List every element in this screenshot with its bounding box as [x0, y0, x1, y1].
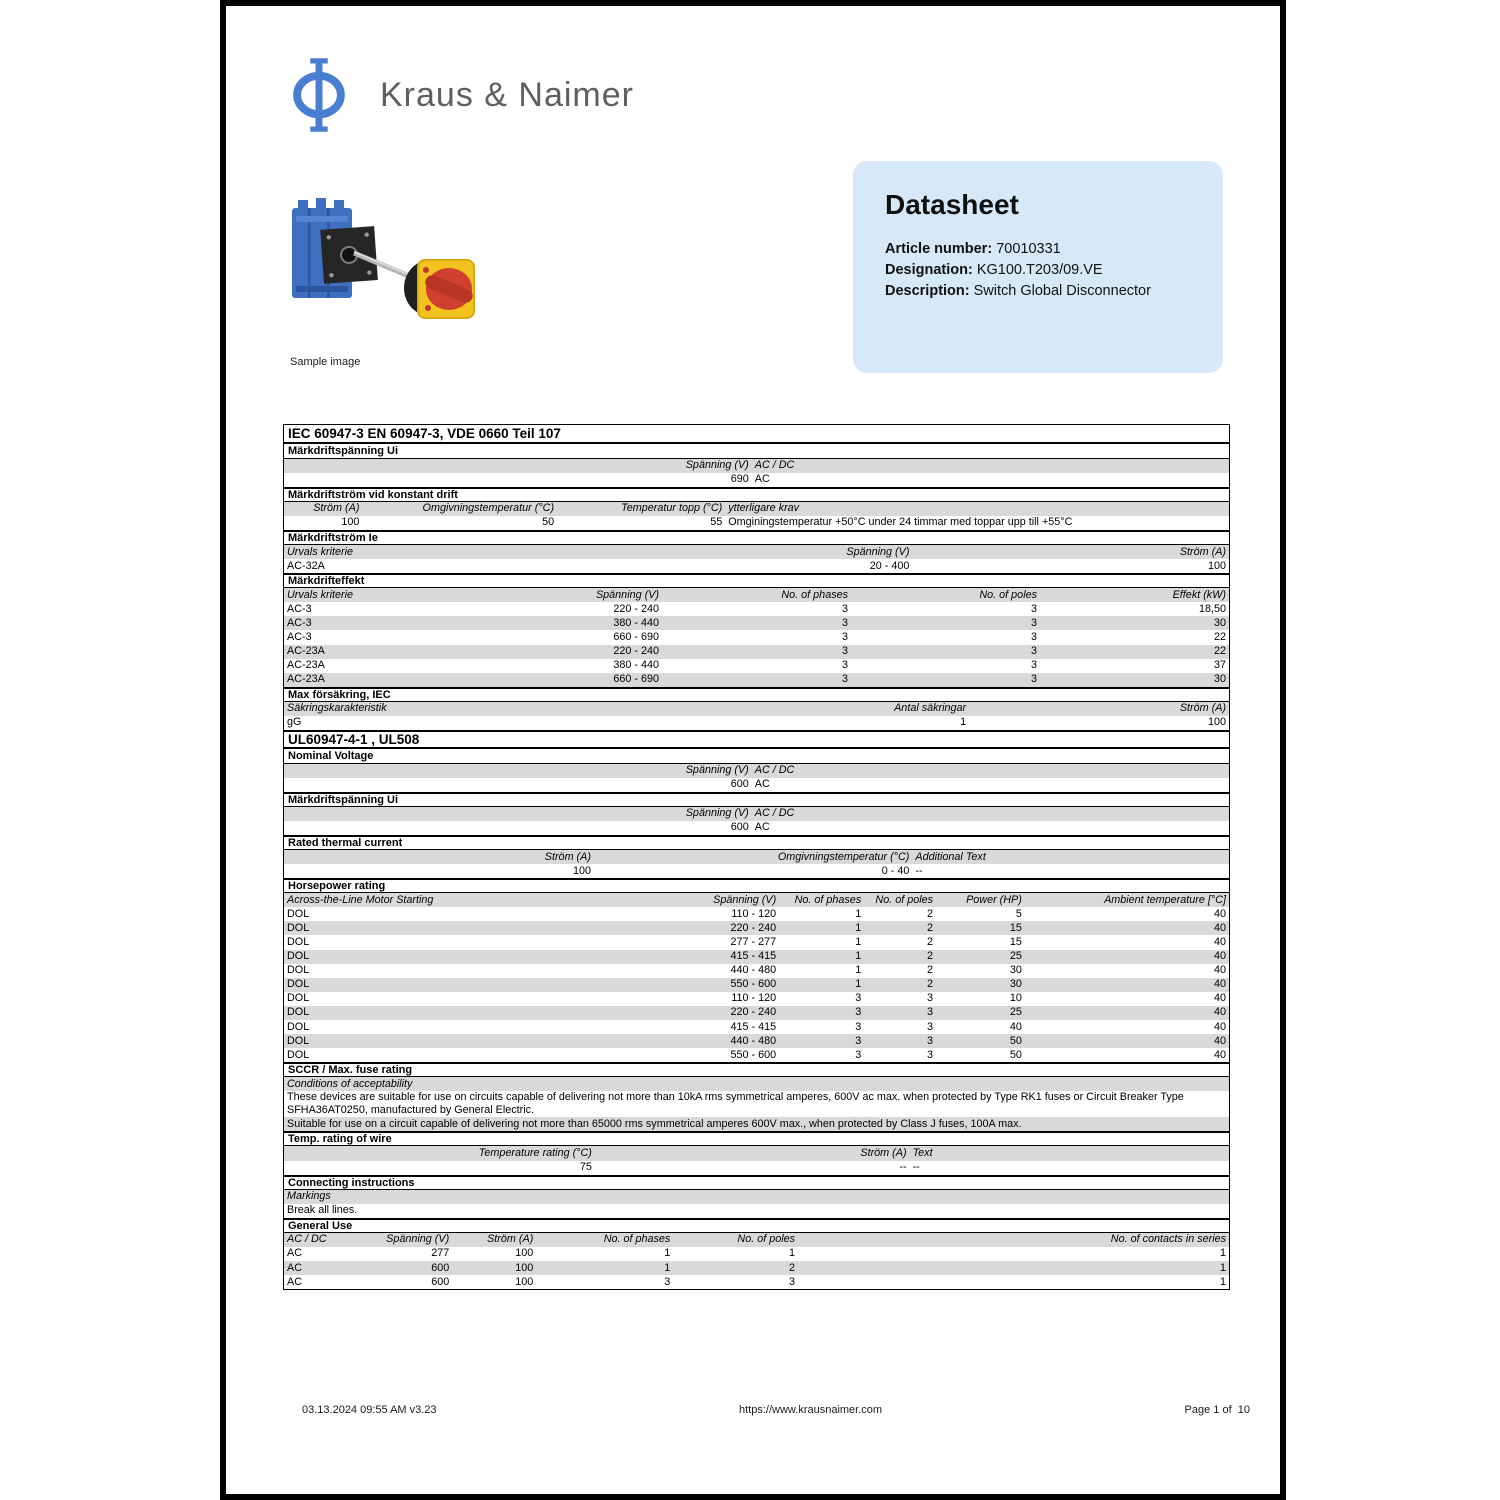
table-row	[284, 964, 1229, 978]
column-header-cell: No. of phases	[781, 588, 848, 601]
table-cell: 40	[1213, 1034, 1226, 1047]
table-cell: AC-23A	[287, 659, 325, 672]
table-cell: 600	[730, 821, 749, 834]
table-cell: 10	[1009, 992, 1022, 1005]
table-cell: 110 - 120	[731, 907, 777, 920]
column-header-cell: Effekt (kW)	[1172, 588, 1226, 601]
table-cell: 2	[927, 950, 934, 963]
sample-image-label: Sample image	[290, 356, 361, 368]
table-row	[284, 1117, 1229, 1131]
table-cell: 40	[1213, 1006, 1226, 1019]
table-cell: 3	[664, 1275, 671, 1288]
brand-logo	[284, 56, 634, 134]
column-header-cell: Ström (A)	[544, 850, 591, 863]
table-cell: 440 - 480	[730, 964, 777, 977]
table-cell: --	[899, 1161, 907, 1174]
table-cell: 600	[431, 1261, 450, 1274]
table-row	[284, 907, 1229, 921]
table-cell: 1	[855, 907, 862, 920]
table-cell: These devices are suitable for use on circuits capable of delivering not more than 10kA rms symmetrical amperes, 600V ac max. when protected by Type RK1 fuses or Circuit Breaker Type SFHA36AT0250, manufactured by General Electric.	[287, 1091, 1184, 1117]
table-column-header-row	[284, 545, 1229, 559]
table-column-header-row	[284, 850, 1229, 864]
table-cell: AC-23A	[287, 645, 325, 658]
table-cell: 3	[855, 1006, 862, 1019]
table-row	[284, 1006, 1229, 1020]
table-section-header: Max försäkring, IEC	[284, 687, 1229, 702]
table-cell: 50	[1009, 1034, 1022, 1047]
table-cell: 3	[841, 602, 848, 615]
table-cell: 40	[1213, 921, 1226, 934]
table-cell: 220 - 240	[730, 921, 777, 934]
table-row	[284, 516, 1229, 530]
table-cell: 1	[664, 1261, 671, 1274]
table-cell: 2	[927, 964, 934, 977]
table-row	[284, 602, 1229, 616]
table-row	[284, 1048, 1229, 1062]
table-cell: 660 - 690	[613, 630, 659, 643]
column-header-cell: Antal säkringar	[894, 702, 967, 715]
footer-url: https://www.krausnaimer.com	[739, 1404, 883, 1416]
table-cell: DOL	[287, 1006, 310, 1019]
kraus-naimer-phi-icon	[284, 56, 354, 134]
table-cell: 40	[1213, 964, 1226, 977]
table-cell: 3	[927, 1006, 934, 1019]
table-cell: DOL	[287, 1034, 310, 1047]
table-row	[284, 821, 1229, 835]
table-cell: 380 - 440	[613, 659, 659, 672]
table-cell: 15	[1009, 921, 1022, 934]
table-cell: 1	[960, 716, 967, 729]
table-cell: AC	[754, 821, 770, 834]
designation-field	[885, 260, 1191, 281]
table-section-header: Nominal Voltage	[284, 749, 1229, 764]
table-cell: 15	[1009, 935, 1022, 948]
table-column-header-row	[284, 1077, 1229, 1091]
article-number-field	[885, 239, 1191, 260]
column-header-cell: No. of poles	[875, 893, 934, 906]
table-cell: 3	[927, 1048, 934, 1061]
brand-name: Kraus & Naimer	[380, 75, 634, 114]
table-cell: 220 - 240	[613, 645, 659, 658]
column-header-cell: Additional Text	[915, 850, 986, 863]
table-cell: 2	[927, 907, 934, 920]
table-cell: 415 - 415	[730, 1020, 777, 1033]
table-cell: 3	[841, 659, 848, 672]
switch-product-image	[284, 190, 484, 322]
column-header-cell: Omgivningstemperatur (°C)	[422, 502, 555, 515]
table-cell: AC	[287, 1261, 302, 1274]
table-cell: 1	[1219, 1261, 1226, 1274]
table-row	[284, 559, 1229, 573]
table-cell: 2	[927, 921, 934, 934]
table-cell: 22	[1213, 645, 1226, 658]
column-header-cell: Ström (A)	[313, 502, 360, 515]
table-section-header: Märkdriftspänning Ui	[284, 792, 1229, 807]
column-header-cell: ytterligare krav	[728, 502, 800, 515]
table-cell: 220 - 240	[613, 602, 659, 615]
table-row	[284, 992, 1229, 1006]
table-cell: 30	[1213, 616, 1226, 629]
table-row	[284, 950, 1229, 964]
table-cell: 40	[1213, 978, 1226, 991]
description-field	[885, 281, 1191, 302]
table-cell: --	[912, 1161, 920, 1174]
column-header-cell: Ström (A)	[860, 1147, 907, 1160]
table-row	[284, 645, 1229, 659]
table-section-header: Horsepower rating	[284, 878, 1229, 893]
table-row	[284, 864, 1229, 878]
table-section-header: Connecting instructions	[284, 1175, 1229, 1190]
table-cell: 550 - 600	[730, 1048, 777, 1061]
table-cell: 40	[1213, 992, 1226, 1005]
table-cell: DOL	[287, 907, 310, 920]
table-cell: 100	[572, 864, 591, 877]
document-page	[220, 0, 1286, 1500]
column-header-cell: Ström (A)	[1179, 702, 1226, 715]
table-column-header-row	[284, 764, 1229, 778]
table-cell: 40	[1213, 907, 1226, 920]
table-cell: 3	[841, 630, 848, 643]
table-cell: AC	[754, 473, 770, 486]
table-column-header-row	[284, 807, 1229, 821]
column-header-cell: Ambient temperature [°C]	[1104, 893, 1226, 906]
datasheet-card	[853, 161, 1223, 373]
table-row	[284, 716, 1229, 730]
column-header-cell: Spänning (V)	[713, 893, 777, 906]
table-row	[284, 1204, 1229, 1218]
column-header-cell: No. of poles	[979, 588, 1037, 601]
table-cell: AC-3	[287, 616, 312, 629]
table-cell: 100	[341, 516, 360, 529]
table-cell: 3	[855, 1034, 862, 1047]
table-cell: 550 - 600	[730, 978, 777, 991]
table-cell: 2	[789, 1261, 796, 1274]
table-column-header-row	[284, 1146, 1229, 1160]
table-cell: 100	[515, 1247, 534, 1260]
table-column-header-row	[284, 893, 1229, 907]
table-row	[284, 1034, 1229, 1048]
table-section-header: General Use	[284, 1218, 1229, 1233]
table-cell: 40	[1213, 950, 1226, 963]
table-row	[284, 659, 1229, 673]
table-cell: --	[915, 864, 923, 877]
table-cell: 18,50	[1198, 602, 1226, 615]
table-cell: 40	[1213, 1020, 1226, 1033]
table-cell: AC-23A	[287, 673, 325, 686]
column-header-cell: Urvals kriterie	[287, 545, 353, 558]
column-header-cell: Conditions of acceptability	[287, 1077, 413, 1090]
column-header-cell: No. of phases	[794, 893, 862, 906]
table-cell: 75	[579, 1161, 592, 1174]
table-cell: 3	[927, 1020, 934, 1033]
table-section-header: Temp. rating of wire	[284, 1131, 1229, 1146]
table-section-header: Märkdriftström Ie	[284, 530, 1229, 545]
column-header-cell: Temperature rating (°C)	[478, 1147, 592, 1160]
table-column-header-row	[284, 702, 1229, 716]
column-header-cell: No. of poles	[737, 1233, 796, 1246]
table-section-header: Märkdriftström vid konstant drift	[284, 487, 1229, 502]
table-cell: 110 - 120	[731, 992, 777, 1005]
table-cell: DOL	[287, 950, 310, 963]
table-cell: AC	[287, 1247, 302, 1260]
column-header-cell: AC / DC	[287, 1233, 327, 1246]
table-cell: 220 - 240	[730, 1006, 777, 1019]
column-header-cell: Temperatur topp (°C)	[621, 502, 723, 515]
table-cell: 277	[431, 1247, 450, 1260]
table-cell: 3	[841, 645, 848, 658]
column-header-cell: Ström (A)	[1179, 545, 1226, 558]
table-cell: 3	[1030, 616, 1037, 629]
column-header-cell: No. of phases	[603, 1233, 671, 1246]
table-cell: 50	[542, 516, 555, 529]
table-cell: AC-3	[287, 602, 312, 615]
table-section-header: Märkdriftspänning Ui	[284, 444, 1229, 459]
table-cell: 3	[1030, 673, 1037, 686]
table-cell: 3	[789, 1275, 796, 1288]
column-header-cell: AC / DC	[754, 807, 795, 820]
table-section-header: SCCR / Max. fuse rating	[284, 1062, 1229, 1077]
table-cell: 1	[1219, 1247, 1226, 1260]
table-cell: AC-3	[287, 630, 312, 643]
table-section-header: Rated thermal current	[284, 835, 1229, 850]
table-row	[284, 473, 1229, 487]
table-column-header-row	[284, 502, 1229, 516]
table-cell: 1	[855, 921, 862, 934]
table-cell: 1	[855, 978, 862, 991]
card-title: Datasheet	[885, 189, 1019, 220]
table-cell: 660 - 690	[613, 673, 659, 686]
table-row	[284, 1247, 1229, 1261]
table-cell: DOL	[287, 978, 310, 991]
column-header-cell: Säkringskarakteristik	[287, 702, 387, 715]
article-number-value: 70010331	[996, 241, 1061, 257]
table-cell: 100	[515, 1275, 534, 1288]
table-row	[284, 673, 1229, 687]
description-label: Description:	[885, 283, 970, 299]
table-cell: DOL	[287, 1048, 310, 1061]
table-group-header: UL60947-4-1 , UL508	[284, 730, 1229, 749]
table-cell: DOL	[287, 921, 310, 934]
table-cell: 1	[855, 964, 862, 977]
table-column-header-row	[284, 1233, 1229, 1247]
description-value: Switch Global Disconnector	[973, 283, 1151, 299]
table-column-header-row	[284, 459, 1229, 473]
table-cell: DOL	[287, 935, 310, 948]
table-row	[284, 1275, 1229, 1289]
table-cell: 600	[730, 778, 749, 791]
table-cell: 440 - 480	[730, 1034, 777, 1047]
table-column-header-row	[284, 1190, 1229, 1204]
column-header-cell: Omgivningstemperatur (°C)	[777, 850, 910, 863]
table-column-header-row	[284, 588, 1229, 602]
column-header-cell: AC / DC	[754, 764, 795, 777]
table-cell: 1	[855, 950, 862, 963]
table-cell: 30	[1009, 964, 1022, 977]
table-row	[284, 630, 1229, 644]
table-cell: 1	[1219, 1275, 1226, 1288]
column-header-cell: Spänning (V)	[685, 459, 749, 472]
column-header-cell: Spänning (V)	[595, 588, 659, 601]
table-cell: Break all lines.	[287, 1204, 358, 1217]
table-cell: 3	[1030, 645, 1037, 658]
column-header-cell: Text	[912, 1147, 933, 1160]
table-row	[284, 1091, 1229, 1117]
table-cell: 2	[927, 978, 934, 991]
table-cell: 690	[730, 473, 749, 486]
table-cell: Omginingstemperatur +50°C under 24 timmar med toppar upp till +55°C	[728, 516, 1073, 529]
table-cell: 3	[1030, 602, 1037, 615]
table-cell: AC-32A	[287, 559, 325, 572]
table-cell: 22	[1213, 630, 1226, 643]
table-cell: 1	[789, 1247, 796, 1260]
table-cell: 1	[664, 1247, 671, 1260]
table-cell: 1	[855, 935, 862, 948]
table-cell: 100	[1207, 716, 1226, 729]
table-cell: AC	[754, 778, 770, 791]
table-row	[284, 616, 1229, 630]
table-cell: 3	[1030, 630, 1037, 643]
table-cell: 3	[1030, 659, 1037, 672]
table-row	[284, 1161, 1229, 1175]
table-cell: 0 - 40	[881, 864, 910, 877]
table-cell: 100	[1207, 559, 1226, 572]
column-header-cell: Spänning (V)	[846, 545, 910, 558]
designation-label: Designation:	[885, 262, 973, 278]
table-row	[284, 778, 1229, 792]
footer-page-number: Page 1 of 10	[1184, 1404, 1250, 1416]
table-cell: DOL	[287, 964, 310, 977]
table-cell: gG	[287, 716, 302, 729]
table-cell: 20 - 400	[869, 559, 910, 572]
table-cell: 3	[855, 1048, 862, 1061]
table-cell: 30	[1213, 673, 1226, 686]
footer-date-version: 03.13.2024 09:55 AM v3.23	[302, 1404, 437, 1416]
column-header-cell: Spänning (V)	[685, 807, 749, 820]
table-cell: 40	[1213, 935, 1226, 948]
column-header-cell: Ström (A)	[487, 1233, 534, 1246]
spec-table	[283, 424, 1230, 1290]
table-row	[284, 1020, 1229, 1034]
table-cell: 5	[1015, 907, 1022, 920]
table-cell: 3	[855, 1020, 862, 1033]
table-cell: 2	[927, 935, 934, 948]
table-cell: 30	[1009, 978, 1022, 991]
table-cell: 3	[841, 616, 848, 629]
table-cell: 40	[1009, 1020, 1022, 1033]
table-cell: 415 - 415	[730, 950, 777, 963]
table-cell: 37	[1213, 659, 1226, 672]
table-section-header: Märkdrifteffekt	[284, 573, 1229, 588]
table-cell: AC	[287, 1275, 302, 1288]
product-photo	[284, 190, 484, 327]
table-row	[284, 935, 1229, 949]
table-cell: 55	[710, 516, 723, 529]
table-cell: 380 - 440	[613, 616, 659, 629]
column-header-cell: AC / DC	[754, 459, 795, 472]
table-row	[284, 1261, 1229, 1275]
column-header-cell: Across-the-Line Motor Starting	[287, 893, 434, 906]
table-cell: DOL	[287, 992, 310, 1005]
table-cell: DOL	[287, 1020, 310, 1033]
table-cell: 3	[855, 992, 862, 1005]
table-cell: 100	[515, 1261, 534, 1274]
table-cell: Suitable for use on a circuit capable of delivering not more than 65000 rms symmetrical amperes 600V max., when protected by Class J fuses, 100A max.	[287, 1117, 1022, 1130]
table-cell: 600	[431, 1275, 450, 1288]
article-number-label: Article number:	[885, 241, 993, 257]
column-header-cell: Power (HP)	[966, 893, 1022, 906]
table-cell: 50	[1009, 1048, 1022, 1061]
page-footer	[302, 1404, 1250, 1416]
column-header-cell: Spänning (V)	[685, 764, 749, 777]
table-group-header: IEC 60947-3 EN 60947-3, VDE 0660 Teil 107	[284, 425, 1229, 444]
table-cell: 25	[1009, 1006, 1022, 1019]
table-cell: 25	[1009, 950, 1022, 963]
table-cell: 40	[1213, 1048, 1226, 1061]
column-header-cell: Markings	[287, 1190, 331, 1203]
table-cell: 277 - 277	[730, 935, 777, 948]
table-row	[284, 921, 1229, 935]
table-row	[284, 978, 1229, 992]
column-header-cell: Urvals kriterie	[287, 588, 353, 601]
column-header-cell: Spänning (V)	[386, 1233, 450, 1246]
table-cell: 3	[841, 673, 848, 686]
designation-value: KG100.T203/09.VE	[976, 262, 1103, 278]
column-header-cell: No. of contacts in series	[1110, 1233, 1226, 1246]
table-cell: 3	[927, 1034, 934, 1047]
table-cell: 3	[927, 992, 934, 1005]
